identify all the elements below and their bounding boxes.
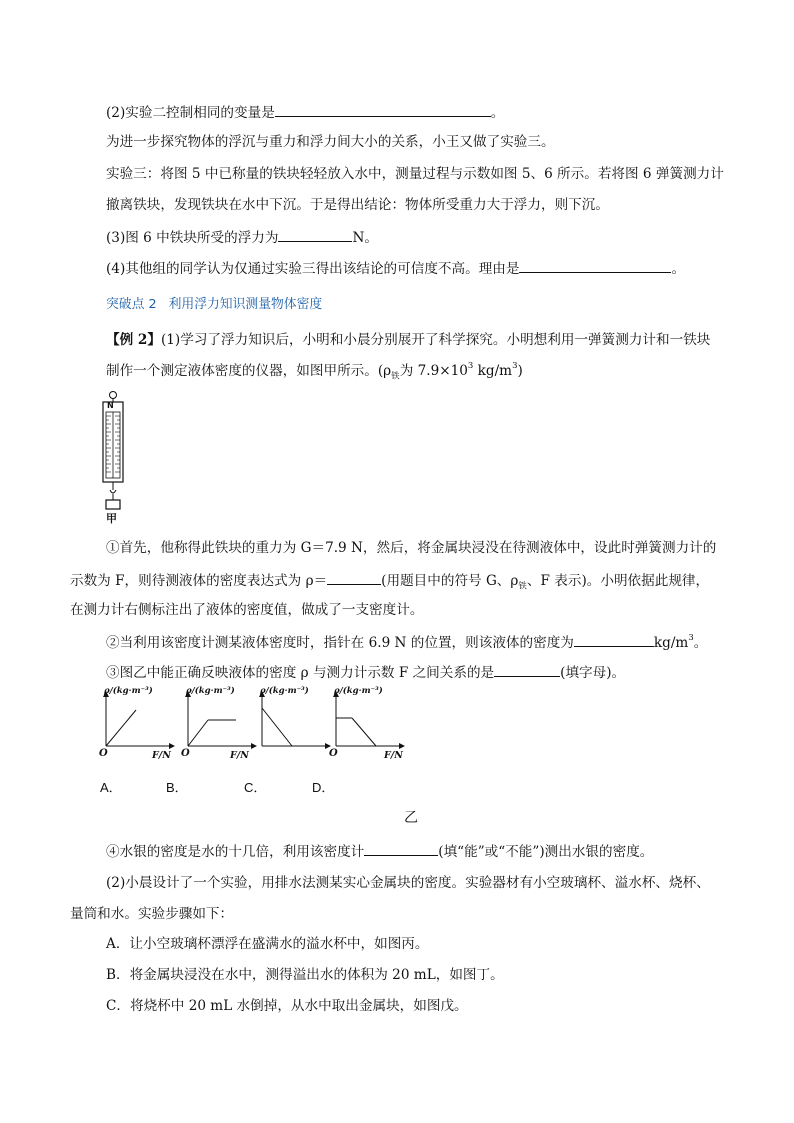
- q3-unit: N。: [352, 230, 378, 246]
- ex2-tag: 【例 2】: [106, 332, 161, 348]
- s2-text: ②当利用该密度计测某液体密度时，指针在 6.9 N 的位置，则该液体的密度为: [106, 635, 574, 651]
- option-c[interactable]: C．: [244, 780, 267, 795]
- ex2-line2-a: 制作一个测定液体密度的仪器，如图甲所示。(ρ: [106, 363, 392, 379]
- step-a: A．让小空玻璃杯漂浮在盛满水的溢水杯中，如图丙。: [106, 936, 429, 952]
- q4-answer-blank[interactable]: [519, 258, 671, 273]
- unit-sup: 3: [512, 361, 518, 372]
- ex2-line2-c: kg/m: [473, 363, 513, 379]
- graph-a-ylabel: ρ/(kg·m⁻³): [104, 686, 153, 696]
- s1-line2-b: (用题目中的符号 G、ρ: [381, 573, 519, 589]
- step-b: B．将金属块浸没在水中，测得溢出水的体积为 20 mL，如图丁。: [106, 967, 504, 983]
- exp3-line2: 撤离铁块，发现铁块在水中下沉。于是得出结论：物体所受重力大于浮力，则下沉。: [106, 197, 609, 213]
- s2-line: [106, 632, 707, 653]
- graph-b-origin: O: [181, 748, 190, 759]
- density-expression-blank[interactable]: [327, 570, 381, 585]
- graph-b-ylabel: ρ/(kg·m⁻³): [186, 686, 235, 696]
- exp-sup: 3: [467, 361, 474, 372]
- option-b[interactable]: B．: [166, 780, 188, 795]
- s1-line2-a: 示数为 F，则待测液体的密度表达式为 ρ＝: [70, 573, 328, 589]
- s2-unit-sup: 3: [688, 633, 694, 644]
- s2-end: 。: [693, 635, 708, 651]
- q3-answer-blank[interactable]: [278, 227, 352, 242]
- ex2-line2-b: 为 7.9×10: [399, 363, 468, 379]
- rho-iron-sub-2: 铁: [518, 581, 527, 592]
- spring-scale-icon: [96, 390, 132, 530]
- s3-line: [106, 662, 625, 683]
- p2-line1: (2)小晨设计了一个实验，用排水法测某实心金属块的密度。实验器材有小空玻璃杯、溢水杯、烧杯、: [106, 875, 710, 891]
- q2-end: 。: [490, 105, 505, 121]
- s1-line1: ①首先，他称得此铁块的重力为 G＝7.9 N，然后，将金属块浸没在待测液体中，设此时弹簧测力计的: [106, 540, 717, 556]
- section-header: [106, 295, 322, 315]
- q4-line: [106, 258, 685, 279]
- s1-line3: 在测力计右侧标注出了液体的密度值，做成了一支密度计。: [70, 602, 424, 618]
- ex2-line2: [106, 361, 523, 381]
- ex2-line2-d: ): [517, 363, 523, 379]
- s3-end: (填字母)。: [560, 665, 626, 681]
- figure-yi-label: 乙: [404, 810, 418, 826]
- q2-text: (2)实验二控制相同的变量是: [106, 105, 275, 121]
- q4-text: (4)其他组的同学认为仅通过实验三得出该结论的可信度不高。理由是: [106, 261, 520, 277]
- section-label: 突破点 2: [106, 297, 157, 312]
- s4-text: ④水银的密度是水的十几倍，利用该密度计: [106, 844, 365, 860]
- s1-line2-c: 、F 表示)。小明依据此规律，: [526, 573, 710, 589]
- graph-choice-blank[interactable]: [494, 662, 560, 677]
- graph-d: [336, 692, 404, 746]
- graph-b-xlabel: F/N: [230, 750, 249, 761]
- figure-jia-label: 甲: [106, 512, 117, 525]
- q4-end: 。: [671, 261, 686, 277]
- graph-d-ylabel: ρ/(kg·m⁻³): [334, 686, 383, 696]
- q3-line: [106, 227, 378, 248]
- option-a[interactable]: A．: [100, 780, 122, 795]
- graph-b: [188, 692, 256, 746]
- step-c: C．将烧杯中 20 mL 水倒掉，从水中取出金属块，如图戊。: [106, 998, 468, 1014]
- q2-answer-blank[interactable]: [275, 102, 491, 117]
- ex2-line1: [106, 330, 710, 350]
- s3-text: ③图乙中能正确反映液体的密度 ρ 与测力计示数 F 之间关系的是: [106, 665, 495, 681]
- s1-line2: [70, 570, 709, 591]
- graph-d-xlabel: F/N: [384, 750, 403, 761]
- graph-a: [106, 692, 174, 746]
- spring-scale-figure: [96, 390, 132, 530]
- q2-line: [106, 102, 504, 123]
- s4-line: [106, 841, 653, 862]
- p2-line2: 量筒和水。实验步骤如下：: [70, 906, 234, 922]
- graph-d-origin: O: [329, 748, 338, 759]
- s4-end: (填“能”或“不能”)测出水银的密度。: [438, 844, 654, 860]
- section-title: 利用浮力知识测量物体密度: [168, 297, 323, 312]
- ex2-line1-text: (1)学习了浮力知识后，小明和小晨分别展开了科学探究。小明想利用一弹簧测力计和一铁块: [160, 332, 711, 348]
- graph-a-xlabel: F/N: [152, 750, 171, 761]
- option-d[interactable]: D．: [312, 780, 335, 795]
- graph-c-ylabel: ρ/(kg·m⁻³): [260, 686, 309, 696]
- scale-unit-label: N: [107, 401, 114, 410]
- s2-unit: kg/m: [653, 635, 689, 651]
- graphs-figure: [96, 686, 416, 770]
- density-value-blank[interactable]: [574, 632, 654, 647]
- intro-exp3: 为进一步探究物体的浮沉与重力和浮力间大小的关系，小王又做了实验三。: [106, 134, 555, 150]
- graphs-svg: [96, 686, 416, 770]
- exp3-line1: 实验三：将图 5 中已称量的铁块轻轻放入水中，测量过程与示数如图 5、6 所示。若将图 6 弹簧测力计: [106, 166, 724, 182]
- graph-a-origin: O: [99, 748, 108, 759]
- q3-text: (3)图 6 中铁块所受的浮力为: [106, 230, 279, 246]
- rho-iron-sub: 铁: [391, 371, 400, 382]
- graph-c: [262, 692, 330, 746]
- mercury-answer-blank[interactable]: [364, 841, 438, 856]
